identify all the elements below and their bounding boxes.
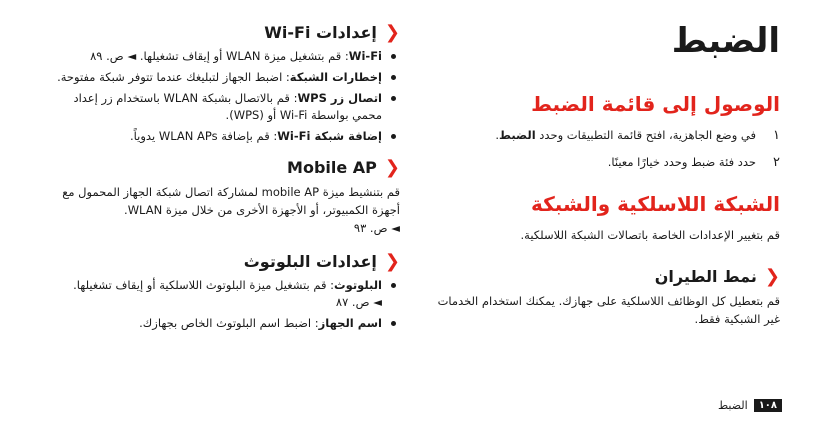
bluetooth-settings-list bbox=[48, 277, 400, 332]
step-number: ٢ bbox=[773, 155, 780, 170]
step-item bbox=[420, 153, 780, 172]
right-column bbox=[420, 18, 780, 338]
page-footer bbox=[718, 399, 782, 412]
access-settings-heading: الوصول إلى قائمة الضبط bbox=[531, 92, 780, 116]
mobile-ap-heading bbox=[48, 157, 400, 179]
step-item bbox=[420, 126, 780, 145]
wifi-settings-heading bbox=[48, 22, 400, 44]
wireless-network-description: قم بتغيير الإعدادات الخاصة باتصالات الشبكة اللاسلكية. bbox=[520, 228, 780, 242]
page-reference: ◄ ص. ٩٣ bbox=[353, 221, 400, 235]
step-bold-term: الضبط bbox=[499, 128, 536, 142]
wifi-settings-list bbox=[48, 48, 400, 145]
wireless-network-heading: الشبكة اللاسلكية والشبكة bbox=[531, 192, 780, 216]
list-item: البلوتوث: قم بتشغيل ميزة البلوتوث اللاسلكية أو إيقاف تشغيلها. ◄ ص. ٨٧ bbox=[48, 277, 400, 311]
flight-mode-heading bbox=[420, 266, 780, 288]
mobile-ap-title: Mobile AP bbox=[287, 158, 377, 177]
page-reference: ◄ ص. ٨٧ bbox=[335, 295, 382, 309]
list-item: اسم الجهاز: اضبط اسم البلوتوث الخاص بجهازك. bbox=[48, 315, 400, 332]
page-reference: ◄ ص. ٨٩ bbox=[90, 49, 140, 63]
step-text: حدد فئة ضبط وحدد خيارًا معينًا. bbox=[607, 155, 756, 169]
chevron-left-icon: ❮ bbox=[384, 251, 400, 272]
page-title: الضبط bbox=[671, 21, 780, 61]
list-item: اتصال زر WPS: قم بالاتصال بشبكة WLAN باستخدام زر إعداد محمي بواسطة Wi-Fi أو (WPS). bbox=[48, 90, 400, 124]
list-item: إخطارات الشبكة: اضبط الجهاز لتبليغك عندما تتوفر شبكة مفتوحة. bbox=[48, 69, 400, 86]
left-column bbox=[48, 22, 400, 342]
chevron-left-icon: ❮ bbox=[384, 22, 400, 43]
flight-mode-title: نمط الطيران bbox=[654, 267, 757, 286]
flight-mode-description: قم بتعطيل كل الوظائف اللاسلكية على جهازك. يمكنك استخدام الخدمات غير الشبكية فقط. bbox=[437, 294, 780, 326]
chevron-left-icon: ❮ bbox=[764, 266, 780, 287]
step-number: ١ bbox=[773, 128, 780, 143]
bluetooth-settings-heading bbox=[48, 251, 400, 273]
page-number: ١٠٨ bbox=[754, 399, 782, 412]
mobile-ap-description: قم بتنشيط ميزة mobile AP لمشاركة اتصال شبكة الجهاز المحمول مع أجهزة الكمبيوتر، أو الأجهزة الأخرى من خلال ميزة WLAN. ◄ ص. ٩٣ bbox=[62, 185, 400, 235]
footer-label: الضبط bbox=[717, 399, 748, 412]
wifi-settings-title: إعدادات Wi-Fi bbox=[264, 23, 377, 42]
bluetooth-settings-title: إعدادات البلوتوث bbox=[243, 252, 377, 271]
chevron-left-icon: ❮ bbox=[384, 157, 400, 178]
access-steps-list bbox=[420, 126, 780, 172]
list-item: Wi-Fi: قم بتشغيل ميزة WLAN أو إيقاف تشغيلها. ◄ ص. ٨٩ bbox=[48, 48, 400, 65]
step-text: في وضع الجاهزية، افتح قائمة التطبيقات وحدد الضبط. bbox=[495, 128, 756, 142]
list-item: إضافة شبكة Wi-Fi: قم بإضافة WLAN APs يدوياً. bbox=[48, 128, 400, 145]
